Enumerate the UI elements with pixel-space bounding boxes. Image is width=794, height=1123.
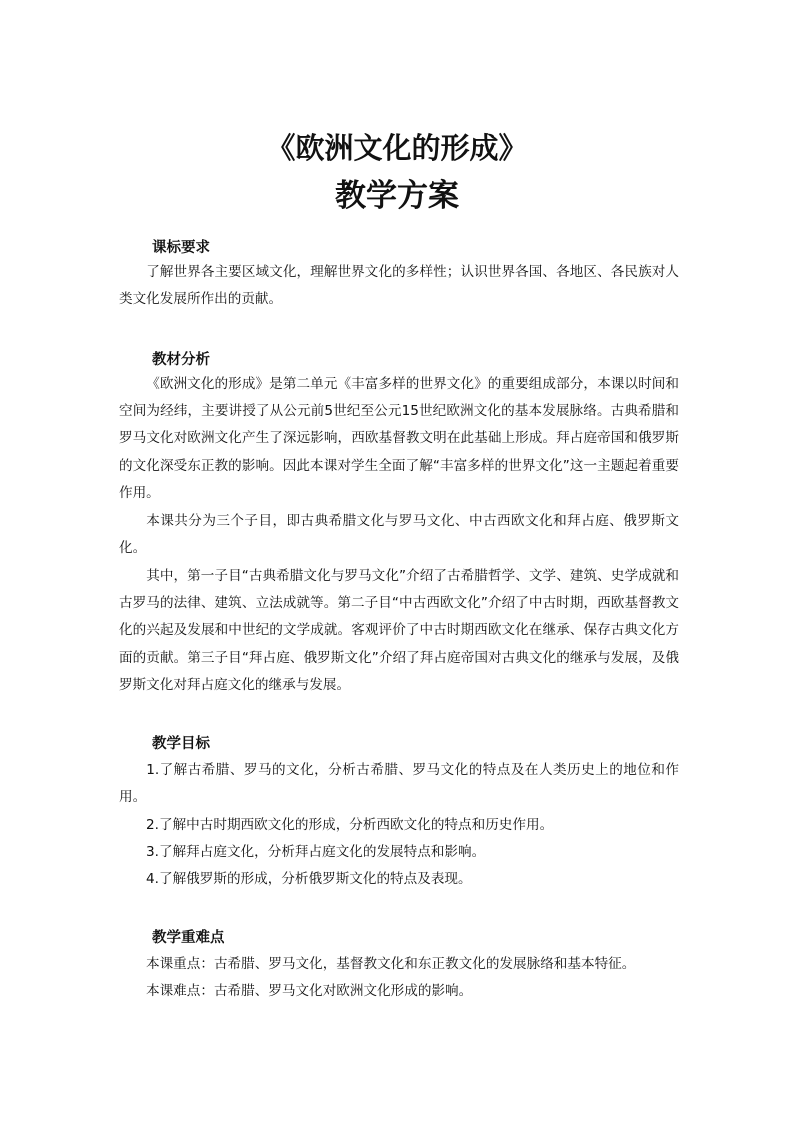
objective-item-1: 1.了解古希腊、罗马的文化，分析古希腊、罗马文化的特点及在人类历史上的地位和作用。: [119, 762, 679, 806]
document-title: 《欧洲文化的形成》: [266, 131, 528, 165]
analysis-paragraph-1: 《欧洲文化的形成》是第二单元《丰富多样的世界文化》的重要组成部分，本课以时间和空间为经纬，主要讲授了从公元前5世纪至公元15世纪欧洲文化的基本发展脉络。古典希腊和罗马文化对欧洲文化产生了深远影响，西欧基督教文明在此基础上形成。拜占庭帝国和俄罗斯的文化深受东正教的影响。因此本课对学生全面了解“丰富多样的世界文化”这一主题起着重要作用。: [119, 376, 679, 501]
objective-item-4: 4.了解俄罗斯的形成，分析俄罗斯文化的特点及表现。: [146, 871, 472, 887]
analysis-paragraph-3: 其中，第一子目“古典希腊文化与罗马文化”介绍了古希腊哲学、文学、建筑、史学成就和古罗马的法律、建筑、立法成就等。第二子目“中古西欧文化”介绍了中古时期，西欧基督教文化的兴起及发展和中世纪的文学成就。客观评价了中古时期西欧文化在继承、保存古典文化方面的贡献。第三子目“拜占庭、俄罗斯文化”介绍了拜占庭帝国对古典文化的继承与发展，及俄罗斯文化对拜占庭文化的继承与发展。: [119, 568, 679, 693]
key-focus-line: 本课重点：古希腊、罗马文化，基督教文化和东正教文化的发展脉络和基本特征。: [146, 956, 636, 972]
analysis-paragraph-2: 本课共分为三个子目，即古典希腊文化与罗马文化、中古西欧文化和拜占庭、俄罗斯文化。: [119, 513, 679, 557]
section-heading-analysis: 教材分析: [152, 352, 210, 368]
key-difficulty-line: 本课难点：古希腊、罗马文化对欧洲文化形成的影响。: [146, 983, 473, 999]
objective-item-2: 2.了解中古时期西欧文化的形成，分析西欧文化的特点和历史作用。: [146, 817, 554, 833]
section-heading-standards: 课标要求: [152, 240, 210, 256]
section-heading-objectives: 教学目标: [152, 736, 210, 752]
standards-paragraph: 了解世界各主要区域文化，理解世界文化的多样性；认识世界各国、各地区、各民族对人类文化发展所作出的贡献。: [119, 264, 679, 308]
document-subtitle: 教学方案: [335, 178, 459, 214]
section-heading-key-points: 教学重难点: [152, 930, 225, 946]
objective-item-3: 3.了解拜占庭文化，分析拜占庭文化的发展特点和影响。: [146, 844, 486, 860]
